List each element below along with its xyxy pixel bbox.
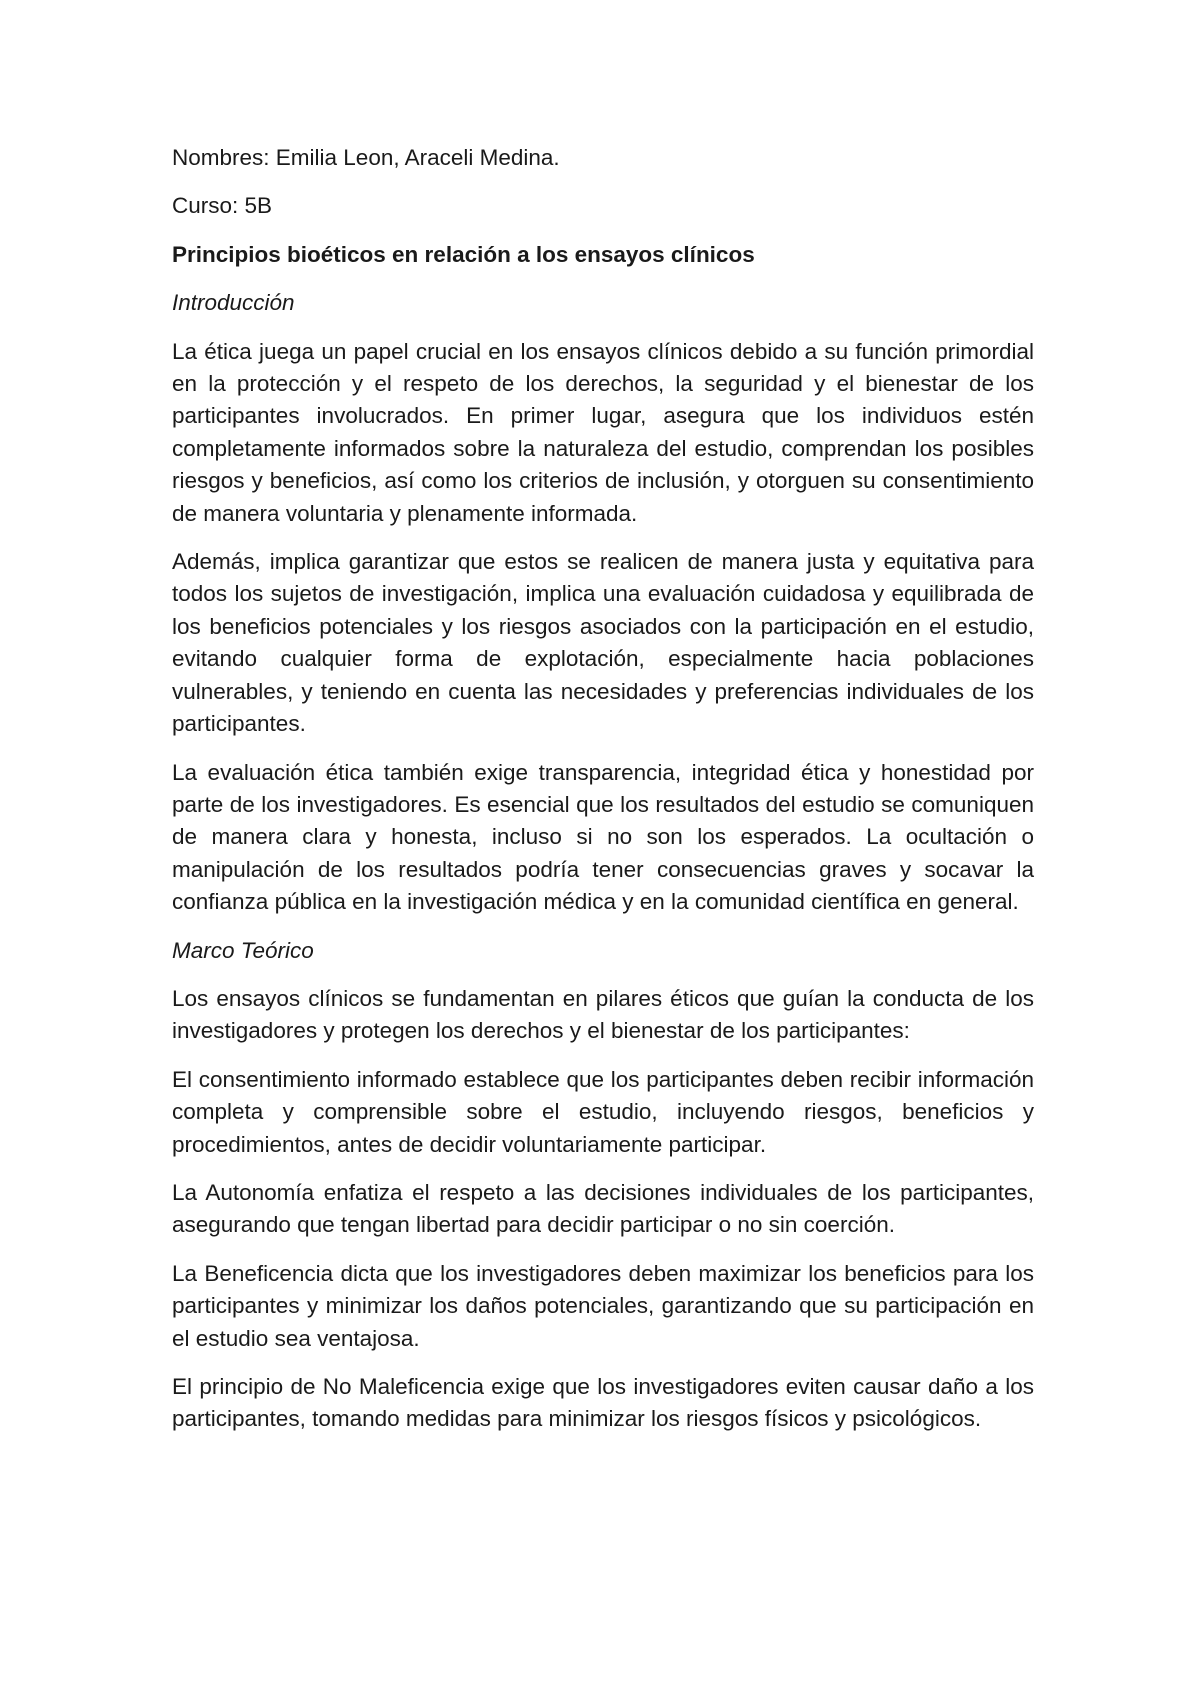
course-label: Curso: 5B — [172, 193, 273, 219]
framework-paragraph-2: El consentimiento informado establece que los participantes deben recibir información completa y comprensible sobre el estudio, incluyendo riesgos, beneficios y procedimientos, antes de decidir voluntariamente participar. — [172, 1066, 1034, 1157]
framework-paragraph-4: La Beneficencia dicta que los investigadores deben maximizar los beneficios para los participantes y minimizar los daños potenciales, garantizando que su participación en el estudio sea ventajosa. — [172, 1260, 1034, 1351]
framework-paragraph-5: El principio de No Maleficencia exige que los investigadores eviten causar daño a los participantes, tomando medidas para minimizar los riesgos físicos y psicológicos. — [172, 1374, 1034, 1432]
document-body — [172, 142, 1034, 1452]
section-heading-introduccion: Introducción — [172, 290, 295, 316]
intro-paragraph-2: Además, implica garantizar que estos se realicen de manera justa y equitativa para todos los sujetos de investigación, implica una evaluación cuidadosa y equilibrada de los beneficios potenciales y los riesgos asociados con la participación en el estudio, evitando cualquier forma de explotación, especialmente hacia poblaciones vulnerables, y teniendo en cuenta las necesidades y preferencias individuales de los participantes. — [172, 549, 1034, 737]
document-title: Principios bioéticos en relación a los ensayos clínicos — [172, 241, 755, 267]
framework-paragraph-1: Los ensayos clínicos se fundamentan en pilares éticos que guían la conducta de los investigadores y protegen los derechos y el bienestar de los participantes: — [172, 985, 1034, 1044]
student-names: Nombres: Emilia Leon, Araceli Medina. — [172, 145, 560, 170]
framework-paragraph-3: La Autonomía enfatiza el respeto a las decisiones individuales de los participantes, asegurando que tengan libertad para decidir participar o no sin coerción. — [172, 1179, 1034, 1238]
intro-paragraph-1: La ética juega un papel crucial en los ensayos clínicos debido a su función primordial en la protección y el respeto de los derechos, la seguridad y el bienestar de los participantes involucrados. En primer lugar, asegura que los individuos estén completamente informados sobre la naturaleza del estudio, comprendan los posibles riesgos y beneficios, así como los criterios de inclusión, y otorguen su consentimiento de manera voluntaria y plenamente informada. — [172, 338, 1034, 526]
section-heading-marco-teorico: Marco Teórico — [172, 937, 314, 963]
intro-paragraph-3: La evaluación ética también exige transparencia, integridad ética y honestidad por parte de los investigadores. Es esencial que los resultados del estudio se comuniquen de manera clara y honesta, incluso si no son los esperados. La ocultación o manipulación de los resultados podría tener consecuencias graves y socavar la confianza pública en la investigación médica y en la comunidad científica en general. — [172, 759, 1034, 915]
